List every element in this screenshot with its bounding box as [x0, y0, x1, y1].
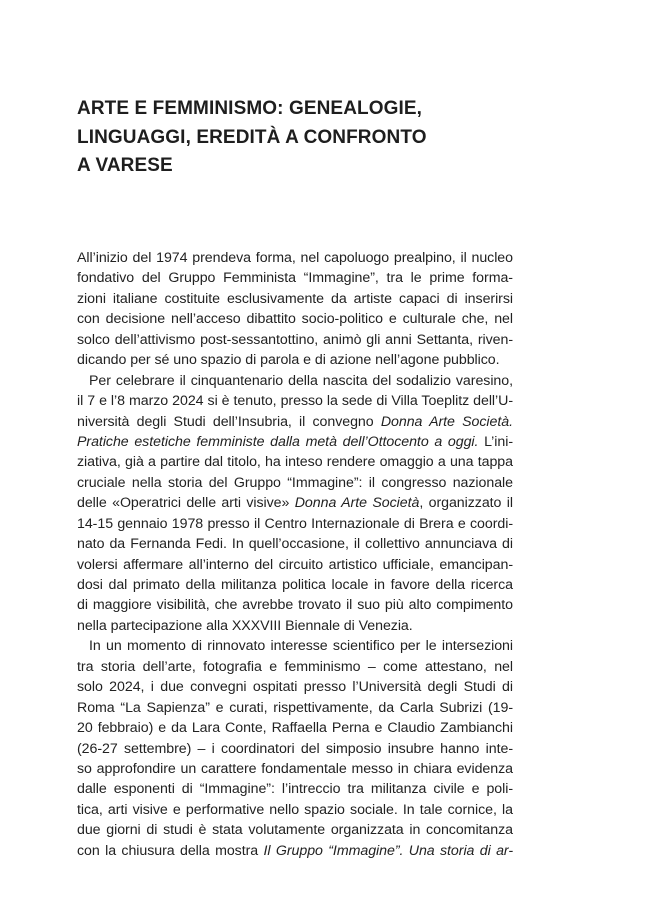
text-line: delle «Operatrici delle arti visive» Donna Arte Società, organizzato il	[77, 495, 513, 512]
text-line: solco dell’attivismo post-sessantottino, animò gli anni Settanta, riven-	[77, 331, 513, 348]
text-line: tra storia dell’arte, fotografia e femminismo – come attestano, nel	[77, 658, 513, 675]
text-line: con decisione nell’acceso dibattito socio-politico e culturale che, nel	[77, 311, 513, 328]
text-line: Per celebrare il cinquantenario della nascita del sodalizio varesino,	[89, 372, 513, 389]
text-line: volersi affermare all’interno del circuito artistico ufficiale, emancipan-	[77, 556, 513, 573]
text-line: In un momento di rinnovato interesse scientifico per le intersezioni	[89, 638, 513, 655]
text-line: so approfondire un carattere fondamentale messo in chiara evidenza	[77, 760, 513, 777]
text-line: 14-15 gennaio 1978 presso il Centro Internazionale di Brera e coordi-	[77, 515, 513, 532]
text-line: solo 2024, i due convegni ospitati presso l’Università degli Studi di	[77, 679, 513, 696]
italic-title: Donna Arte Società.	[380, 413, 513, 430]
text-line: due giorni di studi è stata volutamente organizzata in concomitanza	[77, 822, 513, 839]
chapter-title-line: LINGUAGGI, EREDITÀ A CONFRONTO	[77, 126, 427, 148]
chapter-title-line: A VARESE	[77, 155, 173, 176]
text-line: dosi dal primato della militanza politica locale in favore della ricerca	[77, 577, 513, 593]
text-line: di maggiore visibilità, che avrebbe trovato il suo più alto compimento	[77, 597, 513, 614]
text-line: Pratiche estetiche femministe dalla metà dell’Ottocento a oggi. L’ini-	[77, 433, 513, 450]
italic-title: Il Gruppo “Immagine”. Una storia di ar-	[263, 842, 513, 859]
body-text	[77, 248, 513, 861]
text-line: niversità degli Studi dell’Insubria, il convegno Donna Arte Società.	[77, 413, 513, 430]
text-line: nella partecipazione alla XXXVIII Biennale di Venezia.	[77, 617, 413, 634]
text-line: tica, arti visive e performative nello spazio sociale. In tale cornice, la	[77, 801, 513, 818]
text-line: dalle esponenti di “Immagine”: l’intreccio tra militanza civile e poli-	[77, 781, 513, 798]
text-line: Roma “La Sapienza” e curati, rispettivamente, da Carla Subrizi (19-	[77, 699, 513, 716]
text-line: (26-27 settembre) – i coordinatori del simposio insubre hanno inte-	[77, 740, 513, 757]
chapter-title	[77, 95, 577, 181]
italic-title: Pratiche estetiche femministe dalla metà dell’Ottocento a oggi.	[77, 433, 479, 450]
text-line: il 7 e l’8 marzo 2024 si è tenuto, presso la sede di Villa Toeplitz dell’U-	[77, 393, 513, 410]
text-line: zioni italiane costituite esclusivamente da artiste capaci di inserirsi	[77, 290, 513, 307]
text-line: dicando per sé uno spazio di parola e di azione nell’agone pubblico.	[77, 352, 500, 369]
text-line: All’inizio del 1974 prendeva forma, nel capoluogo prealpino, il nucleo	[77, 250, 513, 266]
text-line: con la chiusura della mostra Il Gruppo “Immagine”. Una storia di ar-	[77, 842, 513, 859]
text-line: 20 febbraio) e da Lara Conte, Raffaella Perna e Claudio Zambianchi	[77, 720, 513, 737]
chapter-title-line: ARTE E FEMMINISMO: GENEALOGIE,	[77, 98, 423, 119]
text-line: ziativa, già a partire dal titolo, ha inteso rendere omaggio a una tappa	[77, 454, 513, 471]
italic-title: Donna Arte Società	[294, 495, 420, 512]
text-line: fondativo del Gruppo Femminista “Immagine”, tra le prime forma-	[77, 270, 513, 287]
text-line: cruciale nella storia del Gruppo “Immagine”: il congresso nazionale	[77, 474, 513, 491]
text-line: nato da Fernanda Fedi. In quell’occasione, il collettivo annunciava di	[77, 536, 513, 553]
